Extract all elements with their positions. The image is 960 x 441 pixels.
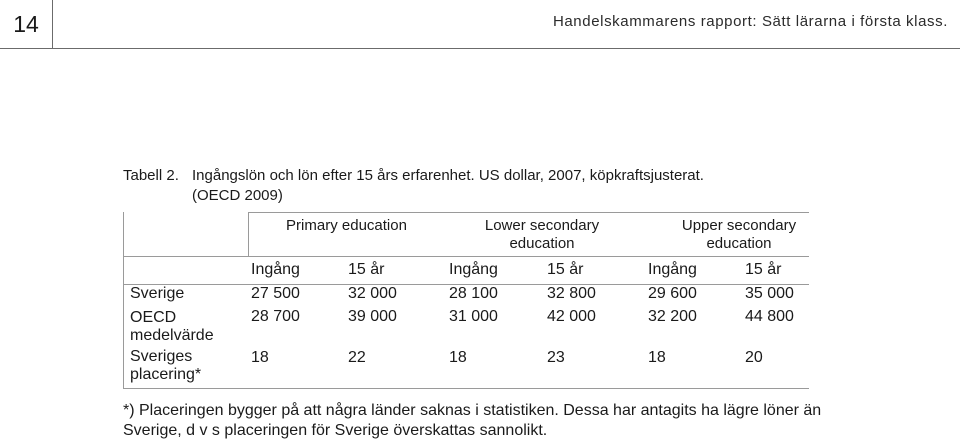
- subheader-primary-start: Ingång: [251, 261, 300, 278]
- table-cell: 18: [251, 349, 269, 366]
- running-title: Handelskammarens rapport: Sätt lärarna i första klass.: [552, 13, 948, 30]
- table-cell: 20: [745, 349, 763, 366]
- table-rule-header: [124, 256, 809, 257]
- table-cell: 42 000: [547, 308, 596, 325]
- caption-label: Tabell 2.: [123, 167, 179, 184]
- table-cell: 31 000: [449, 308, 498, 325]
- table-top-rule: [248, 212, 809, 213]
- caption-text: Ingångslön och lön efter 15 års erfarenhet. US dollar, 2007, köpkraftsjusterat. (OECD 2009): [192, 167, 704, 204]
- table-cell: 32 200: [648, 308, 697, 325]
- table-cell: 32 800: [547, 285, 596, 302]
- table-cell: 23: [547, 349, 565, 366]
- table-cell: 32 000: [348, 285, 397, 302]
- table-cell: 18: [449, 349, 467, 366]
- group-header-lower-secondary: Lower secondary education: [484, 217, 600, 252]
- subheader-lower-start: Ingång: [449, 261, 498, 278]
- table-cell: 18: [648, 349, 666, 366]
- group-header-primary: Primary education: [286, 217, 407, 234]
- table-label-divider: [248, 212, 249, 256]
- page-number: 14: [0, 0, 53, 49]
- table-cell: 27 500: [251, 285, 300, 302]
- row-label-sverige: Sverige: [130, 285, 185, 302]
- table-cell: 35 000: [745, 285, 794, 302]
- page-header: [0, 0, 960, 50]
- table-cell: 44 800: [745, 308, 794, 325]
- subheader-lower-15: 15 år: [547, 261, 584, 278]
- subheader-upper-15: 15 år: [745, 261, 782, 278]
- table-cell: 22: [348, 349, 366, 366]
- group-header-upper-secondary: Upper secondary education: [681, 217, 797, 252]
- header-rule: [52, 48, 960, 49]
- row-label-placering: Sveriges placering*: [130, 348, 202, 383]
- table-cell: 39 000: [348, 308, 397, 325]
- table-cell: 29 600: [648, 285, 697, 302]
- table-cell: 28 700: [251, 308, 300, 325]
- table-cell: 28 100: [449, 285, 498, 302]
- table-footnote: *) Placeringen bygger på att några länder saknas i statistiken. Dessa har antagits ha lägre löner än Sverige, d v s placeringen för Sverige överskattas sannolikt.: [123, 402, 822, 439]
- row-label-oecd: OECD medelvärde: [130, 309, 214, 344]
- subheader-upper-start: Ingång: [648, 261, 697, 278]
- salary-table: [123, 212, 809, 389]
- subheader-primary-15: 15 år: [348, 261, 385, 278]
